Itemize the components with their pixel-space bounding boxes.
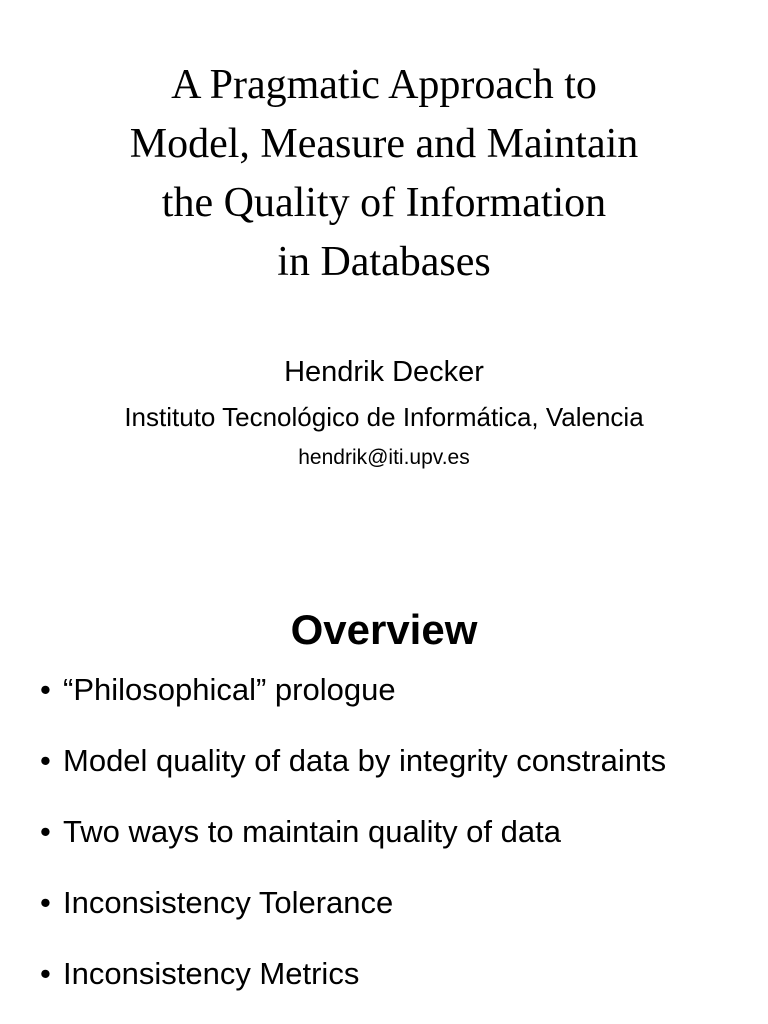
list-item-text: “Philosophical” prologue [63,672,396,707]
list-item-text: Model quality of data by integrity constraints [63,743,667,778]
author-affiliation: Instituto Tecnológico de Informática, Valencia [124,402,644,432]
title-line: A Pragmatic Approach to [171,62,597,108]
title-line: in Databases [277,239,491,285]
bullet-icon: • [40,814,51,849]
bullet-icon: • [40,885,51,920]
bullet-icon: • [40,956,51,991]
author-email: hendrik@iti.upv.es [298,446,470,469]
slide-title [0,56,768,292]
list-item-text: Two ways to maintain quality of data [63,814,561,849]
title-line: the Quality of Information [161,180,607,226]
title-line: Model, Measure and Maintain [129,121,639,167]
overview-list [40,668,760,1023]
bullet-icon: • [40,672,51,707]
list-item [40,739,760,810]
list-item [40,810,760,881]
author-name: Hendrik Decker [284,356,484,388]
list-item-text: Inconsistency Tolerance [63,885,394,920]
list-item [40,668,760,739]
list-item [40,952,760,1023]
list-item-text: Inconsistency Metrics [63,956,360,991]
bullet-icon: • [40,743,51,778]
overview-heading: Overview [290,606,478,653]
list-item [40,881,760,952]
